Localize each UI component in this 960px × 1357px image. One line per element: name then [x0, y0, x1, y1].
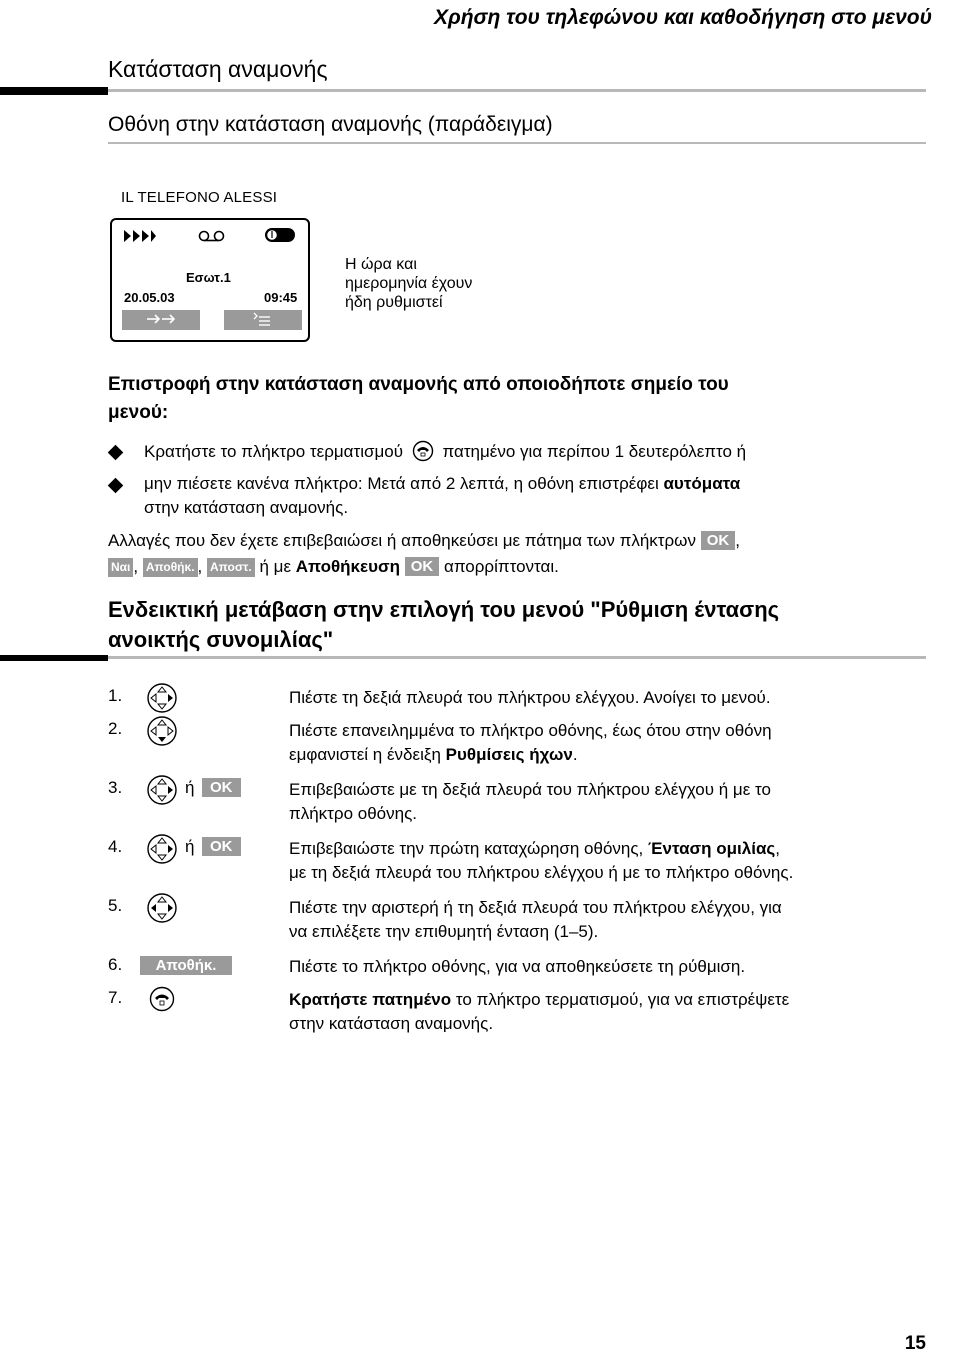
bullet1-text [144, 440, 746, 464]
section-title: Κατάσταση αναμονής [108, 56, 328, 82]
changes-or-with: ή με [259, 557, 292, 576]
step-number: 2. [108, 719, 123, 738]
step-line-end: . [572, 745, 578, 764]
step-number: 7. [108, 988, 123, 1007]
return-heading-line2: μενού: [108, 402, 169, 423]
bullet2-part-c: στην κατάσταση αναμονής. [144, 498, 349, 517]
changes-end: απορρίπτονται. [443, 557, 559, 576]
example-rule-thin [108, 656, 926, 659]
ok-key: OK [202, 837, 241, 856]
bullet1-part-b: πατημένο για περίπου 1 δευτερόλεπτο ή [442, 442, 747, 461]
yes-key: Ναι [108, 558, 133, 577]
step-line: με τη δεξιά πλευρά του πλήκτρου ελέγχου ή με το πλήκτρο οθόνης. [289, 863, 794, 882]
step-text [289, 988, 929, 1036]
end-call-key-icon [149, 986, 175, 1012]
ok-key: OK [405, 557, 440, 576]
save-short-key: Αποθήκ. [143, 558, 198, 577]
step-line: Πιέστε την αριστερή ή τη δεξιά πλευρά του πλήκτρου ελέγχου, για [289, 898, 782, 917]
bullet2-text [144, 472, 740, 520]
control-key-right-icon [146, 833, 178, 865]
page-number: 15 [904, 1333, 926, 1354]
changes-line1: Αλλαγές που δεν έχετε επιβεβαιώσει ή αποθηκεύσει με πάτημα των πλήκτρων OK , [108, 531, 740, 550]
step-line-end: , [775, 839, 780, 858]
phone-caption [345, 255, 472, 312]
answering-machine-icon [198, 230, 226, 242]
bullet-icon [108, 445, 124, 461]
step-line: Επιβεβαιώστε την πρώτη καταχώρηση οθόνης, [289, 839, 644, 858]
control-key-right-icon [146, 682, 178, 714]
softkey-left[interactable] [122, 310, 200, 330]
signal-strength-icon [122, 228, 158, 244]
ok-key: OK [202, 778, 241, 797]
save-key: Αποθήκ. [140, 956, 232, 975]
step-line: στην κατάσταση αναμονής. [289, 1014, 494, 1033]
return-heading [108, 371, 729, 427]
step-number: 6. [108, 955, 123, 974]
step-line: Πιέστε επανειλημμένα το πλήκτρο οθόνης, έως ότου στην οθόνη [289, 721, 772, 740]
control-key-right-icon [146, 774, 178, 806]
example-heading-line1: Ενδεικτική μετάβαση στην επιλογή του μενού "Ρύθμιση έντασης [108, 597, 780, 622]
changes-line2: Ναι , Αποθήκ. , Αποστ. ή με Αποθήκευση OK απορρίπτονται. [108, 555, 559, 579]
return-heading-line1: Επιστροφή στην κατάσταση αναμονής από οποιοδήποτε σημείο του [108, 374, 729, 395]
speaker-volume-bold: Ένταση ομιλίας [648, 839, 776, 858]
phone-caption-line: ήδη ρυθμιστεί [345, 294, 443, 311]
section-rule-thin [108, 89, 926, 92]
chapter-title: Χρήση του τηλεφώνου και καθοδήγηση στο μενού [434, 6, 932, 29]
phone-date: 20.05.03 [124, 290, 175, 305]
phone-caption-line: ημερομηνία έχουν [345, 275, 473, 292]
step-number: 3. [108, 778, 123, 797]
step-number: 4. [108, 837, 123, 856]
bullet-icon [108, 478, 124, 494]
menu-icon [248, 310, 278, 328]
control-key-down-icon [146, 715, 178, 747]
changes-text: Αλλαγές που δεν έχετε επιβεβαιώσει ή αποθηκεύσει με πάτημα των πλήκτρων [108, 531, 696, 550]
section-rule-thick [0, 87, 108, 95]
hold-pressed-bold: Κρατήστε πατημένο [289, 990, 452, 1009]
battery-icon [262, 226, 298, 244]
or-word: ή [185, 778, 195, 797]
sound-settings-bold: Ρυθμίσεις ήχων [445, 745, 573, 764]
step-text [289, 896, 929, 944]
step-number: 5. [108, 896, 123, 915]
save-bold: Αποθήκευση [295, 557, 401, 576]
bullet2-part-a: μην πιέσετε κανένα πλήκτρο: Μετά από 2 λεπτά, η οθόνη επιστρέφει [144, 474, 659, 493]
example-heading-line2: ανοικτής συνομιλίας" [108, 627, 334, 652]
subsection-rule [108, 142, 926, 144]
phone-caption-line: Η ώρα και [345, 256, 417, 273]
step-number: 1. [108, 686, 123, 705]
step-line: Επιβεβαιώστε με τη δεξιά πλευρά του πλήκτρου ελέγχου ή με το [289, 780, 771, 799]
bullet2-bold: αυτόματα [663, 474, 741, 493]
phone-display [110, 218, 310, 342]
step-line: το πλήκτρο τερματισμού, για να επιστρέψετε [455, 990, 790, 1009]
step-text: Πιέστε τη δεξιά πλευρά του πλήκτρου ελέγχου. Ανοίγει το μενού. [289, 688, 771, 707]
bullet1-part-a: Κρατήστε το πλήκτρο τερματισμού [144, 442, 404, 461]
step-line: πλήκτρο οθόνης. [289, 804, 417, 823]
control-key-left-right-icon [146, 892, 178, 924]
subsection-title: Οθόνη στην κατάσταση αναμονής (παράδειγμα) [108, 113, 553, 136]
end-call-key-icon [412, 440, 434, 462]
phone-model-label: IL TELEFONO ALESSI [121, 189, 278, 206]
step-text [289, 719, 929, 767]
step-text [289, 778, 929, 826]
or-word: ή [185, 837, 195, 856]
softkey-right[interactable] [224, 310, 302, 330]
ok-key: OK [701, 531, 736, 550]
step-line: εμφανιστεί η ένδειξη [289, 745, 441, 764]
step-text: Πιέστε το πλήκτρο οθόνης, για να αποθηκεύσετε τη ρύθμιση. [289, 957, 746, 976]
step-line: να επιλέξετε την επιθυμητή ένταση (1–5). [289, 922, 599, 941]
phone-internal-name: Εσωτ.1 [186, 270, 231, 285]
arrow-right-double-icon [141, 310, 181, 328]
example-rule-thick [0, 655, 108, 661]
step-text [289, 837, 929, 885]
send-short-key: Αποστ. [207, 558, 255, 577]
phone-time: 09:45 [264, 290, 298, 305]
example-heading [108, 595, 779, 655]
